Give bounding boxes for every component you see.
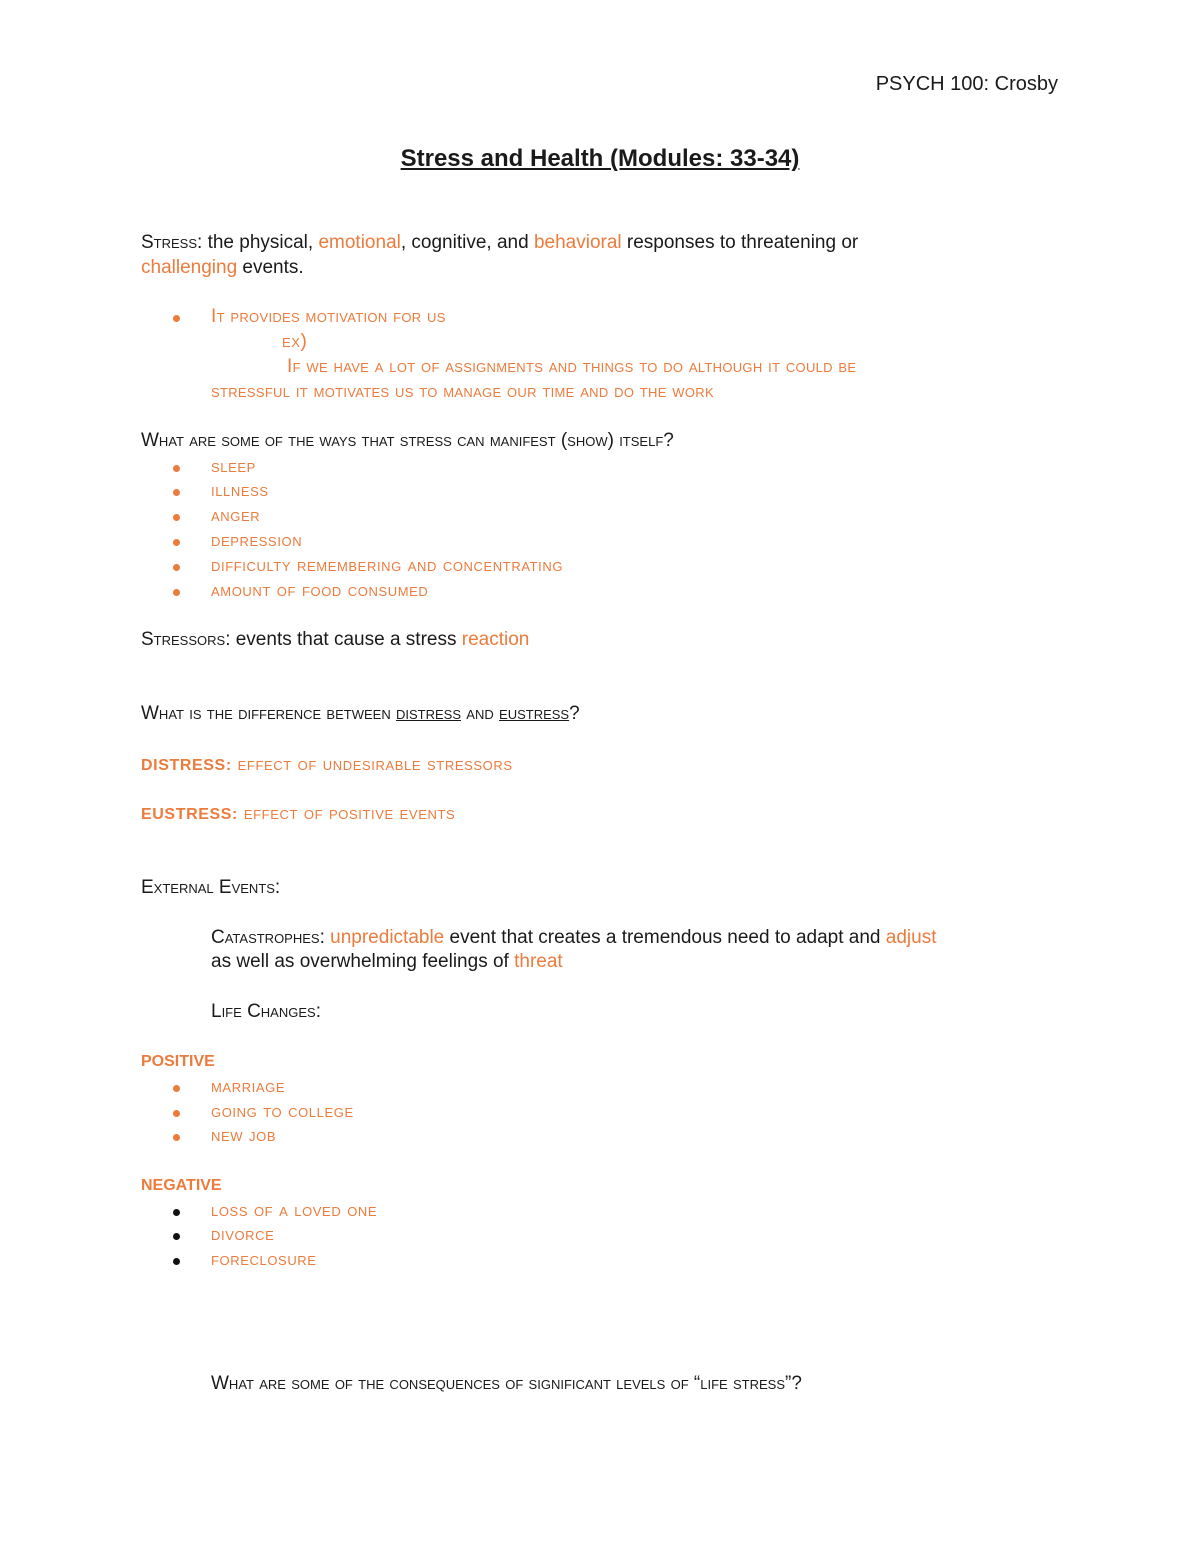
negative-item: divorce: [211, 1224, 275, 1245]
positive-item: going to college: [211, 1101, 354, 1122]
bullet-icon: [173, 455, 185, 479]
manifest-question: What are some of the ways that stress can manifest (show) itself?: [141, 430, 674, 451]
difference-question: What is the difference between distress and eustress?: [141, 703, 580, 724]
bullet-icon: [173, 529, 185, 553]
manifest-item: amount of food consumed: [211, 580, 429, 601]
example-text-line1: If we have a lot of assignments and things to do although it could be: [287, 356, 857, 377]
positive-label: POSITIVE: [141, 1053, 215, 1070]
example-label: ex): [282, 331, 308, 352]
bullet-icon: [173, 554, 185, 578]
bullet-icon: [173, 1124, 185, 1148]
stress-definition-line1: Stress: the physical, emotional, cognitive, and behavioral responses to threatening or: [141, 232, 859, 253]
eustress-definition: EUSTRESS: effect of positive events: [141, 803, 456, 824]
manifest-item: anger: [211, 505, 261, 526]
consequences-question: What are some of the consequences of significant levels of “life stress”?: [211, 1373, 802, 1394]
bullet-icon: [173, 1075, 185, 1099]
bullet-icon: [173, 305, 185, 329]
distress-definition: DISTRESS: effect of undesirable stressors: [141, 754, 513, 775]
stressors-definition: Stressors: events that cause a stress reaction: [141, 629, 530, 650]
stress-term: Stress: [141, 232, 198, 253]
negative-label: NEGATIVE: [141, 1177, 222, 1194]
bullet-icon: [173, 1248, 185, 1272]
bullet-icon: [173, 479, 185, 503]
life-changes-heading: Life Changes:: [211, 1001, 321, 1022]
manifest-item: depression: [211, 530, 303, 551]
external-events-heading: External Events:: [141, 877, 281, 898]
positive-item: marriage: [211, 1076, 286, 1097]
catastrophes-line1: Catastrophes: unpredictable event that creates a tremendous need to adapt and adjust: [211, 927, 937, 948]
example-text-line2: stressful it motivates us to manage our time and do the work: [211, 381, 714, 402]
manifest-item: difficulty remembering and concentrating: [211, 555, 564, 576]
positive-item: new job: [211, 1125, 277, 1146]
negative-item: loss of a loved one: [211, 1200, 378, 1221]
bullet-icon: [173, 579, 185, 603]
bullet-icon: [173, 504, 185, 528]
catastrophes-line2: as well as overwhelming feelings of threat: [211, 951, 563, 972]
manifest-item: sleep: [211, 456, 256, 477]
stress-motivation-bullet: It provides motivation for us: [211, 306, 446, 327]
bullet-icon: [173, 1100, 185, 1124]
stress-definition-line2: challenging events.: [141, 257, 304, 278]
manifest-item: illness: [211, 480, 269, 501]
course-header: PSYCH 100: Crosby: [875, 73, 1058, 95]
page-title: Stress and Health (Modules: 33-34): [400, 145, 800, 172]
bullet-icon: [173, 1223, 185, 1247]
negative-item: foreclosure: [211, 1249, 317, 1270]
bullet-icon: [173, 1199, 185, 1223]
